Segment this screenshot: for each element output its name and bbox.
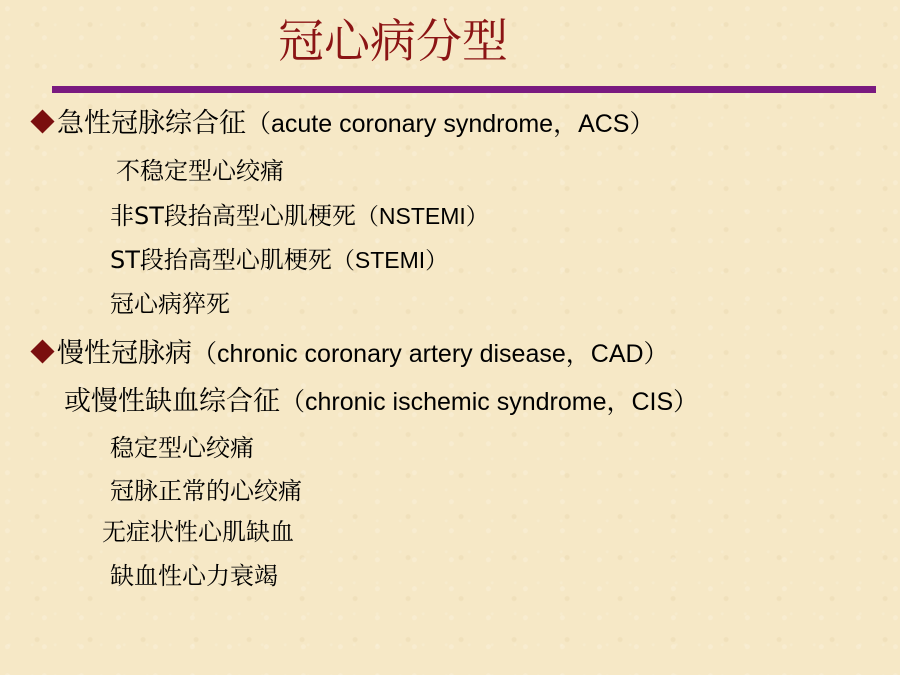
list-item (110, 433, 254, 463)
list-item-text: 非ST段抬高型心肌梗死 (110, 202, 356, 230)
section2-heading-en: （chronic coronary artery disease，CAD） (192, 340, 669, 368)
list-item-text: 不稳定型心绞痛 (116, 157, 284, 185)
list-item (110, 561, 278, 591)
section2-heading (28, 337, 669, 371)
section2-heading2-en: （chronic ischemic syndrome，CIS） (280, 388, 699, 416)
list-item-text: 稳定型心绞痛 (110, 434, 254, 462)
section1-heading-en: （acute coronary syndrome，ACS） (246, 110, 655, 138)
list-item (110, 245, 448, 275)
section1-heading-text: 急性冠脉综合征 (57, 108, 246, 139)
list-item-text: 缺血性心力衰竭 (110, 562, 278, 590)
list-item (110, 201, 489, 231)
list-item-text: 无症状性心肌缺血 (102, 518, 294, 546)
list-item-text: 冠脉正常的心绞痛 (110, 477, 302, 505)
list-item-en: （STEMI） (331, 247, 449, 273)
section2-heading-text: 慢性冠脉病 (57, 338, 192, 369)
title-divider (52, 86, 876, 93)
list-item-en: （NSTEMI） (355, 203, 489, 229)
diamond-icon (30, 109, 54, 133)
list-item-text: 冠心病猝死 (110, 290, 230, 318)
list-item (110, 289, 230, 319)
list-item (110, 476, 302, 506)
section2-heading2-text: 或慢性缺血综合征 (64, 386, 280, 417)
slide-title: 冠心病分型 (278, 14, 508, 68)
list-item-text: ST段抬高型心肌梗死 (110, 246, 332, 274)
list-item (102, 517, 294, 547)
section2-heading-line2 (64, 385, 698, 419)
list-item (116, 156, 284, 186)
diamond-icon (30, 339, 54, 363)
section1-heading (28, 107, 654, 141)
